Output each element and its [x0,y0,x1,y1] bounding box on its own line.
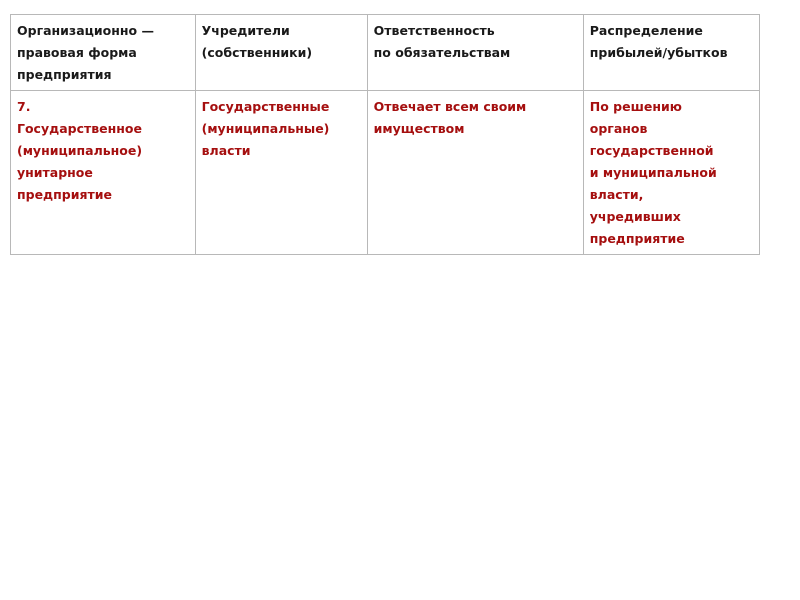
header-cell-founders [195,15,367,91]
table-row [11,91,760,255]
header-liability-text: Ответственность по обязательствам [373,23,511,60]
header-profit-distribution-text: Распределение прибылей/убытков [589,23,728,60]
header-row [11,15,760,91]
enterprise-form-table [10,14,760,255]
header-cell-profit-distribution [583,15,759,91]
header-cell-liability [367,15,583,91]
cell-profit-distribution [583,91,759,255]
header-cell-legal-form [11,15,196,91]
cell-founders-text: Государственные (муниципальные) власти [201,99,330,158]
cell-liability-text: Отвечает всем своим имуществом [373,99,527,136]
cell-legal-form [11,91,196,255]
cell-liability [367,91,583,255]
table-body [11,91,760,255]
header-founders-text: Учредители (собственники) [201,23,313,60]
cell-founders [195,91,367,255]
cell-profit-distribution-text: По решению органов государственной и муниципальной власти, учредивших предприятие [589,99,717,246]
cell-legal-form-text: 7. Государственное (муниципальное) унитарное предприятие [17,99,143,202]
table-header [11,15,760,91]
header-legal-form-text: Организационно — правовая форма предприятия [17,23,154,82]
